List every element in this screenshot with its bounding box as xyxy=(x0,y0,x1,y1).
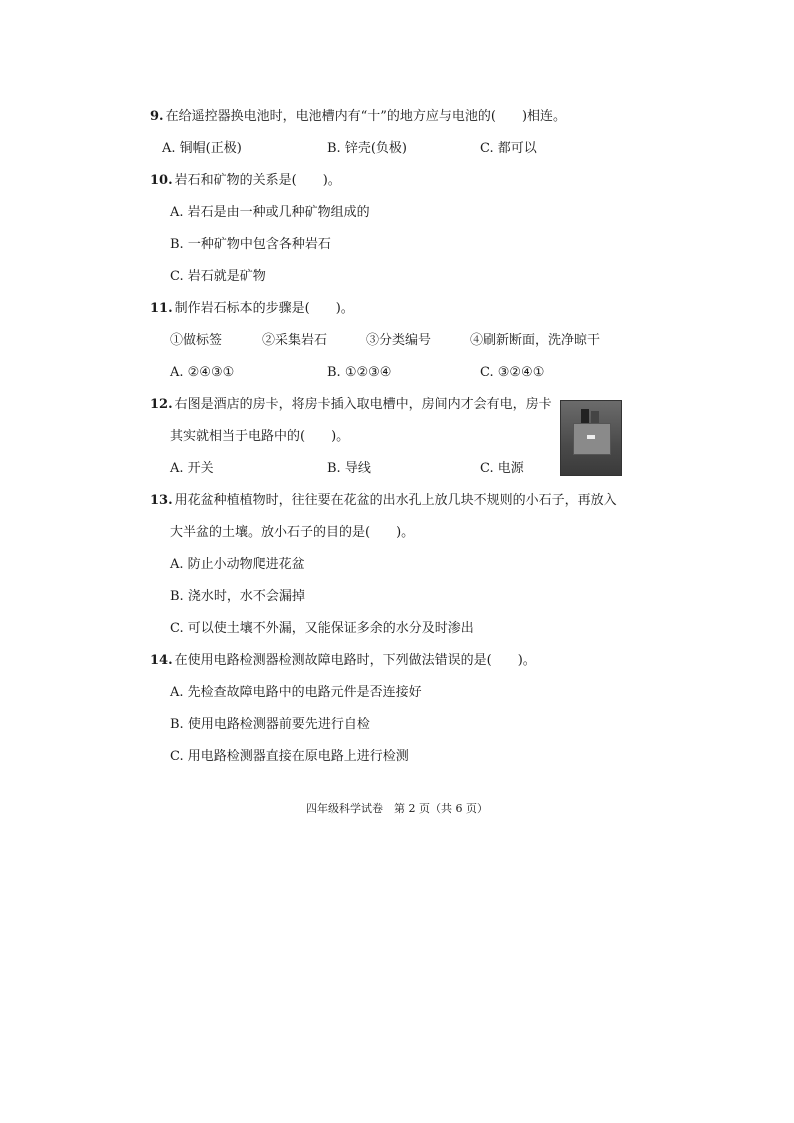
option-b: B. 使用电路检测器前要先进行自检 xyxy=(170,717,370,732)
indicator-shape xyxy=(587,435,595,439)
option-a: A. 先检查故障电路中的电路元件是否连接好 xyxy=(170,685,422,700)
option-c: C. 用电路检测器直接在原电路上进行检测 xyxy=(170,749,409,764)
question-text: 用花盆种植植物时，往往要在花盆的出水孔上放几块不规则的小石子，再放入 xyxy=(174,493,617,508)
option-c: C. ③②④① xyxy=(480,365,545,380)
option-b: B. 导线 xyxy=(327,461,371,476)
question-number: 12. xyxy=(150,397,173,412)
question-10 xyxy=(150,172,341,190)
question-13 xyxy=(150,492,617,510)
question-14 xyxy=(150,652,536,670)
option-b: B. ①②③④ xyxy=(327,365,392,380)
step-1: ①做标签 xyxy=(170,333,223,348)
option-a: A. 岩石是由一种或几种矿物组成的 xyxy=(170,205,370,220)
option-c: C. 岩石就是矿物 xyxy=(170,269,266,284)
room-card-photo xyxy=(560,400,622,476)
question-12 xyxy=(150,396,552,414)
question-9 xyxy=(150,108,566,126)
question-text: 岩石和矿物的关系是( )。 xyxy=(174,173,341,188)
question-11 xyxy=(150,300,354,318)
option-a: A. 开关 xyxy=(170,461,214,476)
step-4: ④刷新断面，洗净晾干 xyxy=(470,333,601,348)
option-c: C. 可以使土壤不外漏，又能保证多余的水分及时渗出 xyxy=(170,621,474,636)
question-text-continued: 其实就相当于电路中的( )。 xyxy=(170,429,350,444)
page-footer: 四年级科学试卷 第 2 页（共 6 页） xyxy=(306,802,488,815)
question-text: 在给遥控器换电池时，电池槽内有“十”的地方应与电池的( )相连。 xyxy=(165,109,567,124)
option-a: A. 铜帽(正极) xyxy=(162,141,242,156)
question-number: 14. xyxy=(150,653,173,668)
option-a: A. ②④③① xyxy=(170,365,235,380)
question-number: 9. xyxy=(150,109,164,124)
option-b: B. 浇水时，水不会漏掉 xyxy=(170,589,305,604)
step-2: ②采集岩石 xyxy=(262,333,328,348)
card-slot-shape xyxy=(573,423,611,455)
question-number: 11. xyxy=(150,301,173,316)
question-text-continued: 大半盆的土壤。放小石子的目的是( )。 xyxy=(170,525,415,540)
option-b: B. 锌壳(负极) xyxy=(327,141,407,156)
question-text: 制作岩石标本的步骤是( )。 xyxy=(174,301,354,316)
question-text: 右图是酒店的房卡，将房卡插入取电槽中，房间内才会有电，房卡 xyxy=(174,397,552,412)
question-text: 在使用电路检测器检测故障电路时，下列做法错误的是( )。 xyxy=(174,653,536,668)
option-b: B. 一种矿物中包含各种岩石 xyxy=(170,237,331,252)
option-c: C. 都可以 xyxy=(480,141,537,156)
question-number: 13. xyxy=(150,493,173,508)
option-c: C. 电源 xyxy=(480,461,524,476)
question-number: 10. xyxy=(150,173,173,188)
step-3: ③分类编号 xyxy=(366,333,432,348)
option-a: A. 防止小动物爬进花盆 xyxy=(170,557,305,572)
